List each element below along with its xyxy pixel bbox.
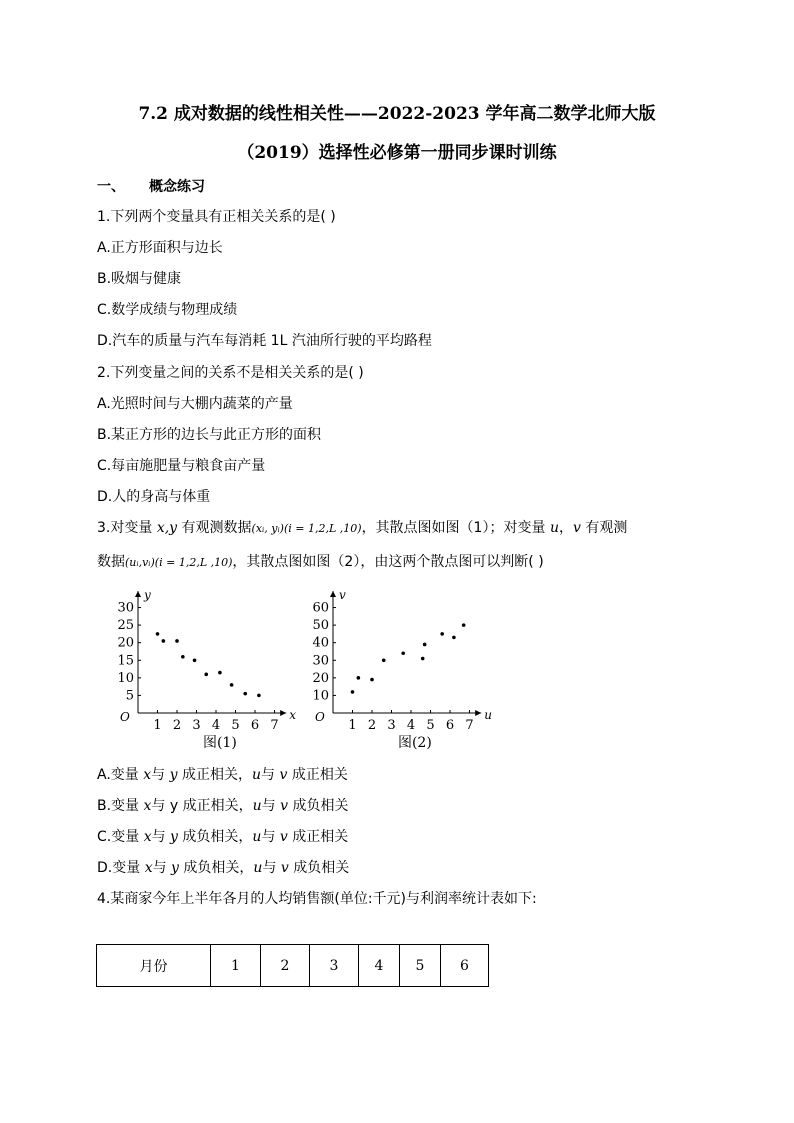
x-axis-label: u bbox=[484, 708, 492, 722]
figure-caption: 图(2) bbox=[397, 735, 432, 750]
y-axis-label: v bbox=[339, 588, 346, 602]
table-cell: 2 bbox=[261, 945, 310, 987]
x-tick-label: 7 bbox=[270, 718, 279, 733]
q3-stem-line-1 bbox=[97, 517, 627, 537]
q3-option-b: B.变量 x与 y 成正相关，u与 v 成负相关 bbox=[97, 798, 349, 814]
y-tick-label: 20 bbox=[117, 635, 134, 651]
q2-option-b: B.某正方形的边长与此正方形的面积 bbox=[97, 427, 322, 443]
data-point bbox=[175, 639, 179, 643]
y-tick-label: 30 bbox=[312, 653, 329, 669]
section-number: 一、 bbox=[97, 179, 125, 195]
x-axis-label: x bbox=[289, 708, 296, 722]
q3-text: ，其散点图如图（1）；对变量 bbox=[361, 520, 546, 536]
table-cell: 6 bbox=[441, 945, 489, 987]
section-heading bbox=[97, 176, 205, 196]
q2-option-a: A.光照时间与大棚内蔬菜的产量 bbox=[97, 396, 293, 412]
x-tick-label: 5 bbox=[426, 718, 435, 733]
data-point bbox=[162, 639, 166, 643]
q1-option-b: B.吸烟与健康 bbox=[97, 271, 182, 287]
q3-option-a: A.变量 x与 y 成正相关，u与 v 成正相关 bbox=[97, 767, 348, 783]
q3-text: 数据 bbox=[97, 554, 125, 570]
q3-option-c: C.变量 x与 y 成负相关，u与 v 成正相关 bbox=[97, 829, 349, 845]
x-tick-label: 4 bbox=[211, 718, 221, 733]
table-header-cell: 月份 bbox=[97, 945, 211, 987]
q3-text: ，其散点图如图（2），由这两个散点图可以判断( ) bbox=[232, 554, 544, 570]
q3-data-uv: (uᵢ,vᵢ)(i = 1,2,L ,10) bbox=[125, 556, 233, 569]
y-tick-label: 60 bbox=[312, 600, 329, 616]
table-row bbox=[97, 945, 489, 987]
x-tick-label: 5 bbox=[231, 718, 240, 733]
q3-data-xy: (xᵢ, yᵢ)(i = 1,2,L ,10) bbox=[251, 522, 362, 535]
q3-var-xy: x,y bbox=[156, 520, 178, 536]
q3-option-d: D.变量 x与 y 成负相关，u与 v 成负相关 bbox=[97, 860, 350, 876]
x-tick-label: 2 bbox=[367, 718, 377, 733]
q1-option-c: C.数学成绩与物理成绩 bbox=[97, 302, 238, 318]
x-axis-arrow bbox=[280, 710, 286, 716]
q3-var-v: v bbox=[572, 520, 581, 536]
data-point bbox=[462, 623, 466, 627]
data-point bbox=[204, 673, 208, 677]
q2-option-c: C.每亩施肥量与粮食亩产量 bbox=[97, 458, 266, 474]
x-tick-label: 1 bbox=[348, 718, 357, 733]
title-line-2: （2019）选择性必修第一册同步课时训练 bbox=[237, 143, 557, 163]
q1-stem: 1.下列两个变量具有正相关关系的是( ) bbox=[97, 209, 336, 225]
x-tick-label: 1 bbox=[153, 718, 162, 733]
data-point bbox=[370, 678, 374, 682]
figure-caption: 图(1) bbox=[202, 735, 237, 750]
y-tick-label: 50 bbox=[312, 618, 329, 634]
y-tick-label: 30 bbox=[117, 600, 134, 616]
table-cell: 4 bbox=[359, 945, 400, 987]
data-point bbox=[357, 676, 361, 680]
y-axis-arrow bbox=[330, 591, 336, 597]
x-tick-label: 6 bbox=[250, 718, 260, 733]
y-tick-label: 25 bbox=[117, 618, 134, 634]
origin-label: O bbox=[120, 710, 130, 724]
section-label: 概念练习 bbox=[149, 179, 205, 195]
x-tick-label: 3 bbox=[387, 718, 396, 733]
q1-option-a: A.正方形面积与边长 bbox=[97, 240, 223, 256]
y-tick-label: 10 bbox=[312, 688, 329, 704]
scatter-figure-2 bbox=[295, 588, 495, 750]
data-point bbox=[257, 694, 261, 698]
data-point bbox=[401, 651, 405, 655]
data-point bbox=[452, 636, 456, 640]
table-cell: 5 bbox=[400, 945, 441, 987]
x-tick-label: 3 bbox=[192, 718, 201, 733]
q4-stem: 4.某商家今年上半年各月的人均销售额(单位:千元)与利润率统计表如下: bbox=[97, 891, 537, 907]
q2-option-d: D.人的身高与体重 bbox=[97, 489, 211, 505]
q3-text: 有观测 bbox=[585, 520, 628, 536]
data-point bbox=[193, 658, 197, 662]
data-point bbox=[440, 632, 444, 636]
table-cell: 1 bbox=[211, 945, 261, 987]
x-tick-label: 2 bbox=[172, 718, 182, 733]
y-tick-label: 5 bbox=[125, 688, 134, 704]
table-cell: 3 bbox=[310, 945, 359, 987]
x-tick-label: 4 bbox=[406, 718, 416, 733]
y-axis-label: y bbox=[144, 588, 151, 602]
data-point bbox=[382, 658, 386, 662]
data-point bbox=[230, 683, 234, 687]
data-point bbox=[351, 690, 355, 694]
q1-option-d: D.汽车的质量与汽车每消耗 1L 汽油所行驶的平均路程 bbox=[97, 333, 432, 349]
origin-label: O bbox=[315, 710, 325, 724]
y-tick-label: 20 bbox=[312, 670, 329, 686]
scatter-figure-1 bbox=[100, 588, 300, 750]
q2-stem: 2.下列变量之间的关系不是相关关系的是( ) bbox=[97, 365, 364, 381]
q3-stem-line-2 bbox=[97, 551, 544, 571]
y-axis-arrow bbox=[135, 591, 141, 597]
x-axis-arrow bbox=[475, 710, 481, 716]
data-point bbox=[423, 643, 427, 647]
data-point bbox=[421, 657, 425, 661]
q3-text: 有观测数据 bbox=[181, 520, 252, 536]
data-point bbox=[243, 692, 247, 696]
title-line-1: 7.2 成对数据的线性相关性——2022-2023 学年高二数学北师大版 bbox=[138, 104, 656, 124]
sales-table bbox=[96, 944, 489, 987]
y-tick-label: 15 bbox=[117, 653, 134, 669]
x-tick-label: 7 bbox=[465, 718, 474, 733]
y-tick-label: 40 bbox=[312, 635, 329, 651]
q3-text: 3.对变量 bbox=[97, 520, 153, 536]
data-point bbox=[218, 671, 222, 675]
x-tick-label: 6 bbox=[445, 718, 455, 733]
q3-var-u: u bbox=[549, 520, 559, 536]
data-point bbox=[156, 632, 160, 636]
y-tick-label: 10 bbox=[117, 670, 134, 686]
q3-text: ， bbox=[558, 520, 573, 536]
data-point bbox=[181, 655, 185, 659]
